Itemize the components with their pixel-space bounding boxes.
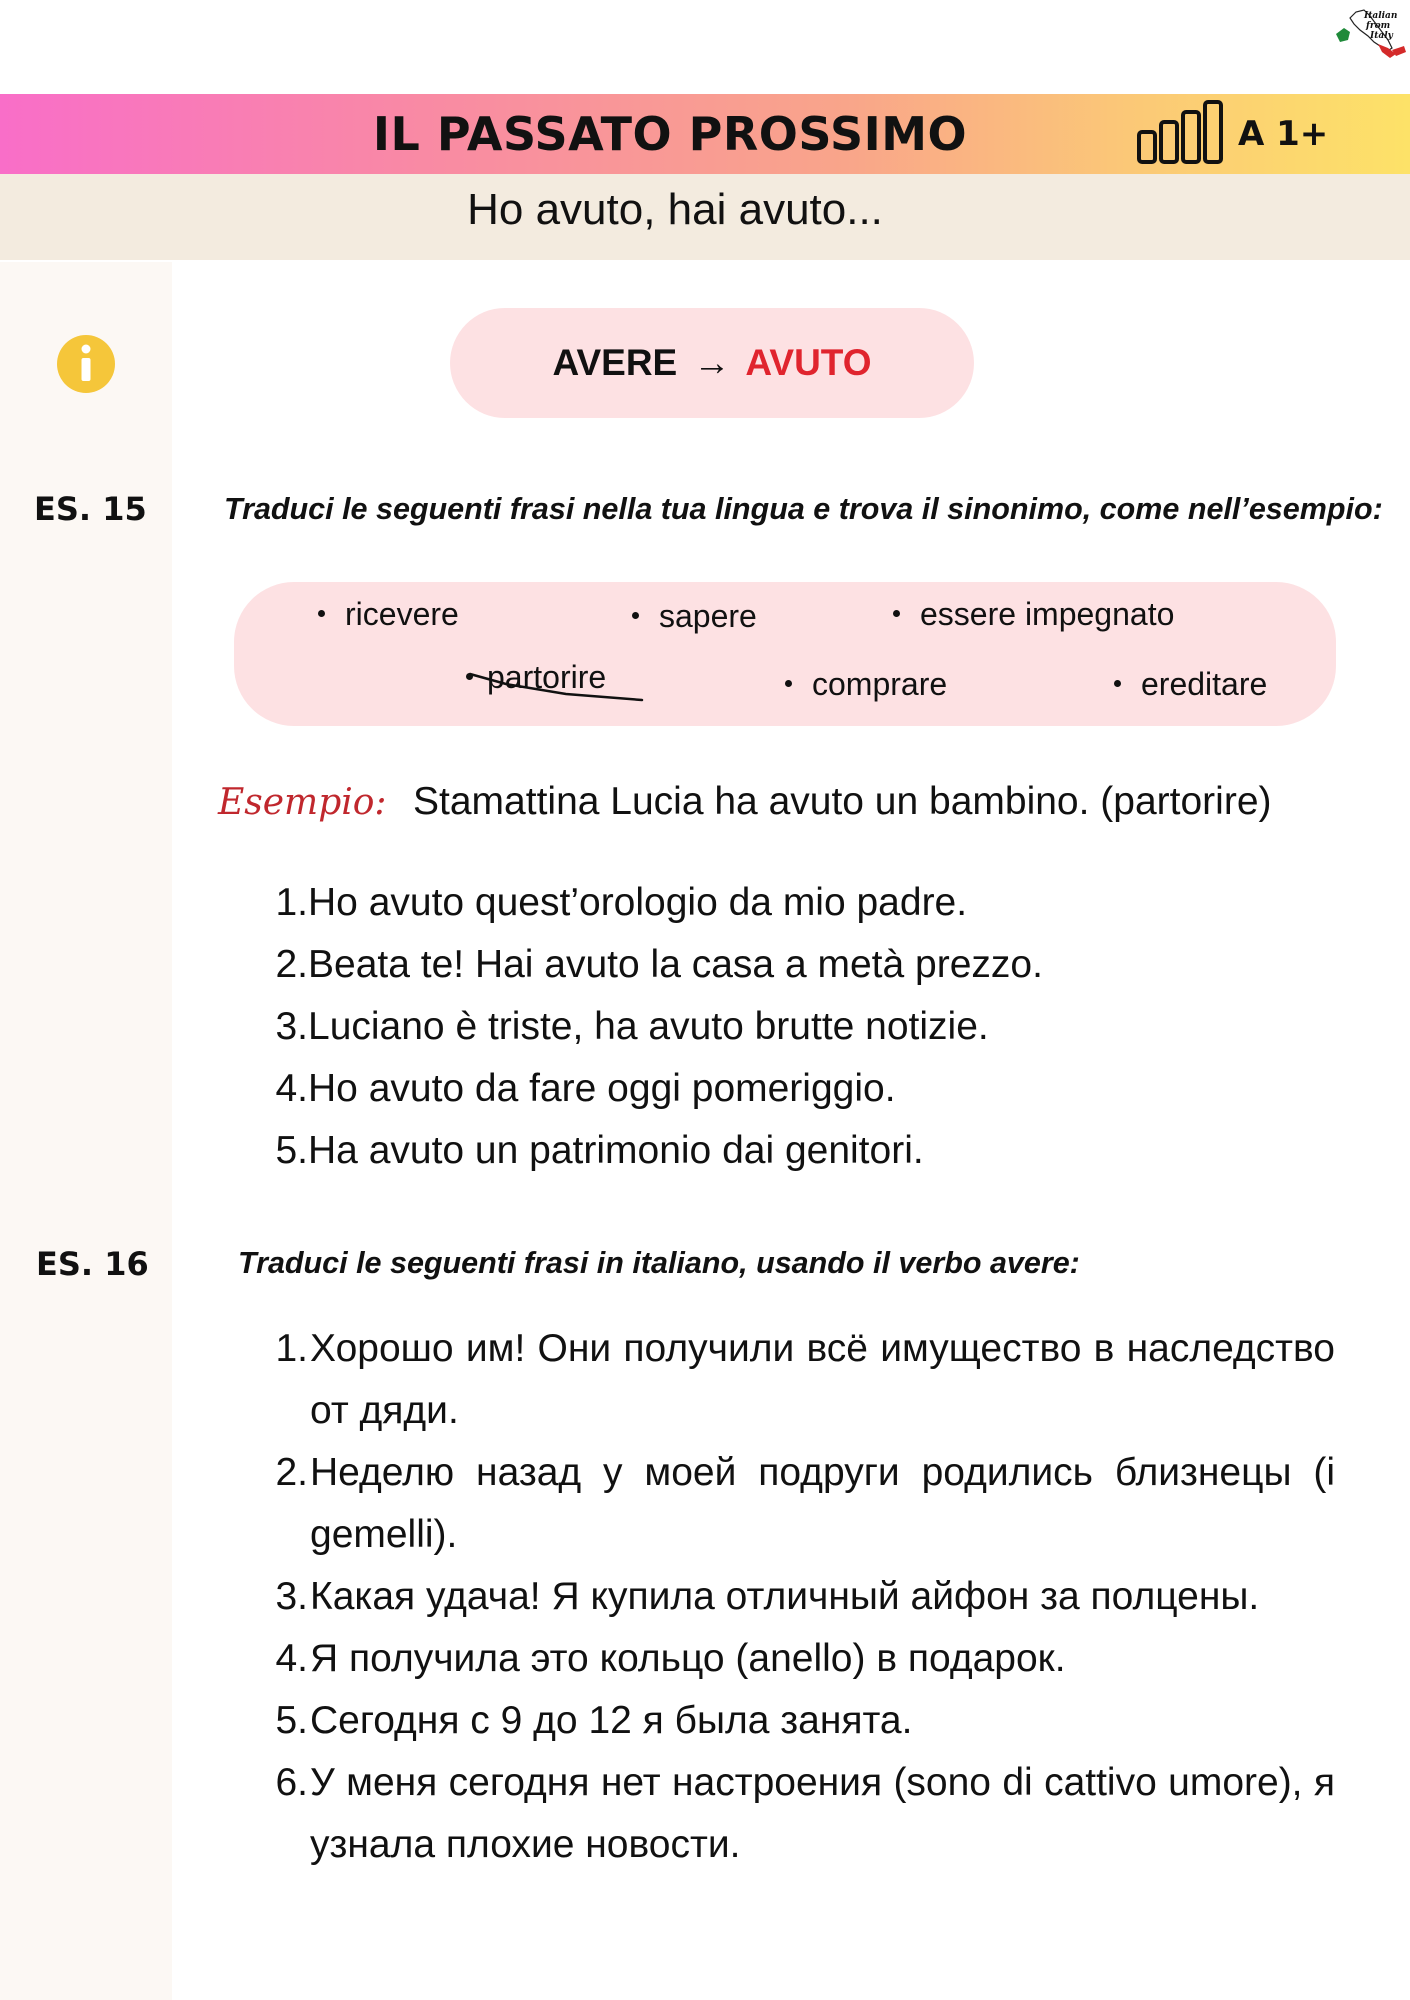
word-bank-item: sapere bbox=[632, 598, 757, 635]
list-item: 4. Я получила это кольцо (anello) в подарок. bbox=[275, 1637, 1066, 1680]
svg-text:Italy: Italy bbox=[1370, 31, 1393, 41]
list-item: 5. Сегодня с 9 до 12 я была занята. bbox=[275, 1699, 913, 1742]
list-item: 1. Ho avuto quest’orologio da mio padre. bbox=[275, 881, 968, 924]
list-item: 3. Luciano è triste, ha avuto brutte notizie. bbox=[275, 1005, 989, 1048]
verb-participle: AVUTO bbox=[745, 342, 872, 383]
page-subtitle: Ho avuto, hai avuto... bbox=[467, 185, 883, 234]
level-label: A 1+ bbox=[1238, 114, 1329, 154]
list-item: 2. Beata te! Hai avuto la casa a metà prezzo. bbox=[275, 943, 1043, 986]
list-item: 3. Какая удача! Я купила отличный айфон за полцены. bbox=[275, 1575, 1260, 1618]
example-text: Stamattina Lucia ha avuto un bambino. (partorire) bbox=[413, 780, 1272, 823]
exercise-15-list bbox=[270, 872, 1270, 1182]
exercise-16-label: ES. 16 bbox=[36, 1245, 149, 1283]
strikethrough-mark bbox=[466, 668, 646, 704]
list-item: 1. Хорошо им! Они получили всё имущество в наследство от дяди. bbox=[275, 1327, 1335, 1432]
subtitle-bar bbox=[0, 174, 1410, 260]
example-sentence bbox=[218, 780, 1272, 824]
italy-map-logo-icon bbox=[1330, 4, 1408, 60]
verb-rule-pill bbox=[450, 308, 974, 418]
exercise-15-instruction: Traduci le seguenti frasi nella tua lingua e trova il sinonimo, come nell’esempio: bbox=[224, 492, 1383, 526]
word-bank-item: essere impegnato bbox=[893, 596, 1174, 633]
exercise-16-instruction: Traduci le seguenti frasi in italiano, usando il verbo avere: bbox=[238, 1246, 1080, 1280]
header-bar bbox=[0, 94, 1410, 174]
svg-text:Italian: Italian bbox=[1364, 11, 1398, 21]
word-bank-item: ricevere bbox=[318, 596, 459, 633]
svg-text:from: from bbox=[1366, 21, 1391, 31]
word-bank-item-crossed: partorire bbox=[466, 659, 606, 696]
list-item: 2. Неделю назад у моей подруги родились близнецы (i gemelli). bbox=[275, 1451, 1335, 1556]
arrow-icon: → bbox=[693, 342, 731, 383]
list-item: 6. У меня сегодня нет настроения (sono di cattivo umore), я узнала плохие новости. bbox=[275, 1761, 1335, 1866]
verb-infinitive: AVERE bbox=[552, 342, 678, 383]
word-bank-item: ereditare bbox=[1114, 666, 1267, 703]
page-title: IL PASSATO PROSSIMO bbox=[372, 107, 968, 161]
level-bars-icon bbox=[1136, 98, 1228, 170]
list-item: 4. Ho avuto da fare oggi pomeriggio. bbox=[275, 1067, 896, 1110]
word-bank-item: comprare bbox=[785, 666, 947, 703]
list-item: 5. Ha avuto un patrimonio dai genitori. bbox=[275, 1129, 924, 1172]
example-label: Esempio: bbox=[218, 782, 387, 823]
info-icon bbox=[56, 334, 116, 394]
exercise-15-label: ES. 15 bbox=[34, 490, 147, 528]
